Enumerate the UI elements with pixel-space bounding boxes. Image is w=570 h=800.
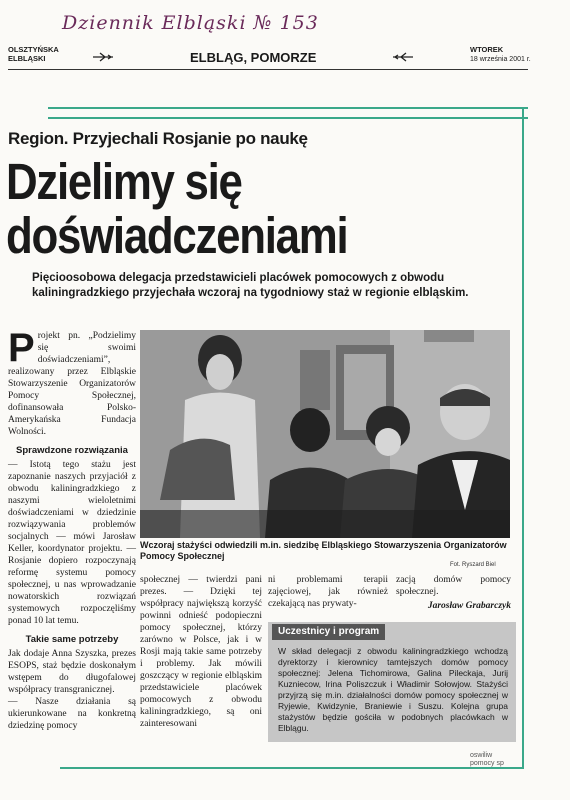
- green-rule-second: [48, 117, 528, 119]
- article-lead: Pięcioosobowa delegacja przedstawicieli placówek pomocowych z obwodu kaliningradzkiego przyjechała wczoraj na tygodniowy staż w regionie elbląskim.: [32, 272, 469, 299]
- participants-box-title: Uczestnicy i program: [272, 624, 385, 640]
- photo-caption: Wczoraj stażyści odwiedzili m.in. siedzibę Elbląskiego Stowarzyszenia Organizatorów Pomocy Społecznej: [140, 540, 507, 561]
- margin-note-line1: oswiliw: [470, 752, 493, 759]
- participants-box-text: W skład delegacji z obwodu kaliningradzkiego wchodzą dyrektorzy i kierownicy tamtejszych domów pomocy społecznej: Jelena Tichomirowa, Galina Pileckaja, Jurij Kuzniecow, Irina Poliszczuk i Władimir Sołowjow. Stażyści przyjrzą się m.in. działalności domów pomocy społecznej w Ryjewie, Kwidzynie, Braniewie i Suszu. Kolejna grupa stażystów będzie gościła w podobnych placówkach w Elblągu.: [278, 646, 508, 733]
- article-column-4: [396, 574, 511, 612]
- masthead-paper-name: [8, 45, 59, 63]
- article-column-1: [8, 326, 136, 732]
- article-photo: [140, 330, 510, 538]
- subhead-2: Takie same potrzeby: [25, 634, 119, 645]
- masthead-rule: [8, 69, 528, 70]
- green-rule-bottom: [60, 767, 524, 769]
- plane-icon-right: [392, 52, 414, 62]
- masthead-paper-line2: ELBLĄSKI: [8, 54, 46, 63]
- article-column-2: społecznej — twierdzi pani prezes. — Dzięki tej współpracy największą korzyść powinni odnieść podopieczni pomocy społecznej, którzy zarówno w Polsce, jak i w Rosji mają takie same potrzeby i problemy. Jak mówili goszczący w regionie elbląskim przedstawiciele placówek pomocowych z obwodu kaliningradzkiego, są oni zainteresowani: [140, 575, 262, 729]
- plane-icon-left: [92, 52, 114, 62]
- headline-line-2: doświadczeniami: [6, 207, 348, 264]
- article-headline: [6, 155, 347, 263]
- masthead-paper-line1: OLSZTYŃSKA: [8, 45, 59, 54]
- article-kicker: Region. Przyjechali Rosjanie po naukę: [8, 129, 308, 148]
- margin-note: [470, 752, 504, 768]
- masthead-date: [470, 45, 531, 64]
- photo-credit: Fot. Ryszard Biel: [450, 562, 496, 568]
- article-column-3: ni problemami terapii zajęciowej, jak również czekającą nas prywaty-: [268, 575, 388, 609]
- paragraph-1: rojekt pn. „Podzielimy się swoimi doświadczeniami”, realizowany przez Elbląskie Stowarzyszenie Organizatorów Pomocy Społecznej, dofinansowała Polsko-Amerykańska Fundacja Wolności.: [8, 331, 136, 437]
- headline-line-1: Dzielimy się: [6, 153, 242, 210]
- masthead-weekday: WTOREK: [470, 45, 504, 54]
- subhead-1: Sprawdzone rozwiązania: [16, 445, 128, 456]
- handwritten-annotation: Dziennik Elbląski № 153: [62, 12, 319, 34]
- masthead-section: ELBLĄG, POMORZE: [190, 50, 317, 65]
- article-author: Jarosław Grabarczyk: [427, 601, 511, 611]
- masthead-date-text: 18 września 2001 r.: [470, 56, 531, 63]
- green-rule-right: [522, 107, 524, 767]
- green-rule-top: [48, 107, 528, 109]
- photo-illustration: [140, 330, 510, 538]
- paragraph-4: — Nasze działania są ukierunkowane na konkretną dziedzinę pomocy: [8, 697, 136, 731]
- paragraph-3: Jak dodaje Anna Szyszka, prezes ESOPS, staż będzie doskonałym wstępem do długofalowej współpracy transgranicznej.: [8, 649, 136, 695]
- paragraph-2: — Istotą tego stażu jest zapoznanie naszych przyjaciół z obwodu kaliningradzkiego z naszymi wieloletnimi doświadczeniami w dziedzinie rozwiązywania problemów socjalnych — mówi Jarosław Keller, koordynator projektu. — Rosjanie dopiero rozpoczynają reformę systemu pomocy społecznej, u nas wprowadzanie nowatorskich rozwiązań systemowych rozpoczęliśmy ponad 10 lat temu.: [8, 460, 136, 626]
- margin-note-line2: pomocy sp: [470, 760, 504, 767]
- drop-cap: P: [8, 326, 35, 370]
- column-4-text: zacją domów pomocy społecznej.: [396, 575, 511, 597]
